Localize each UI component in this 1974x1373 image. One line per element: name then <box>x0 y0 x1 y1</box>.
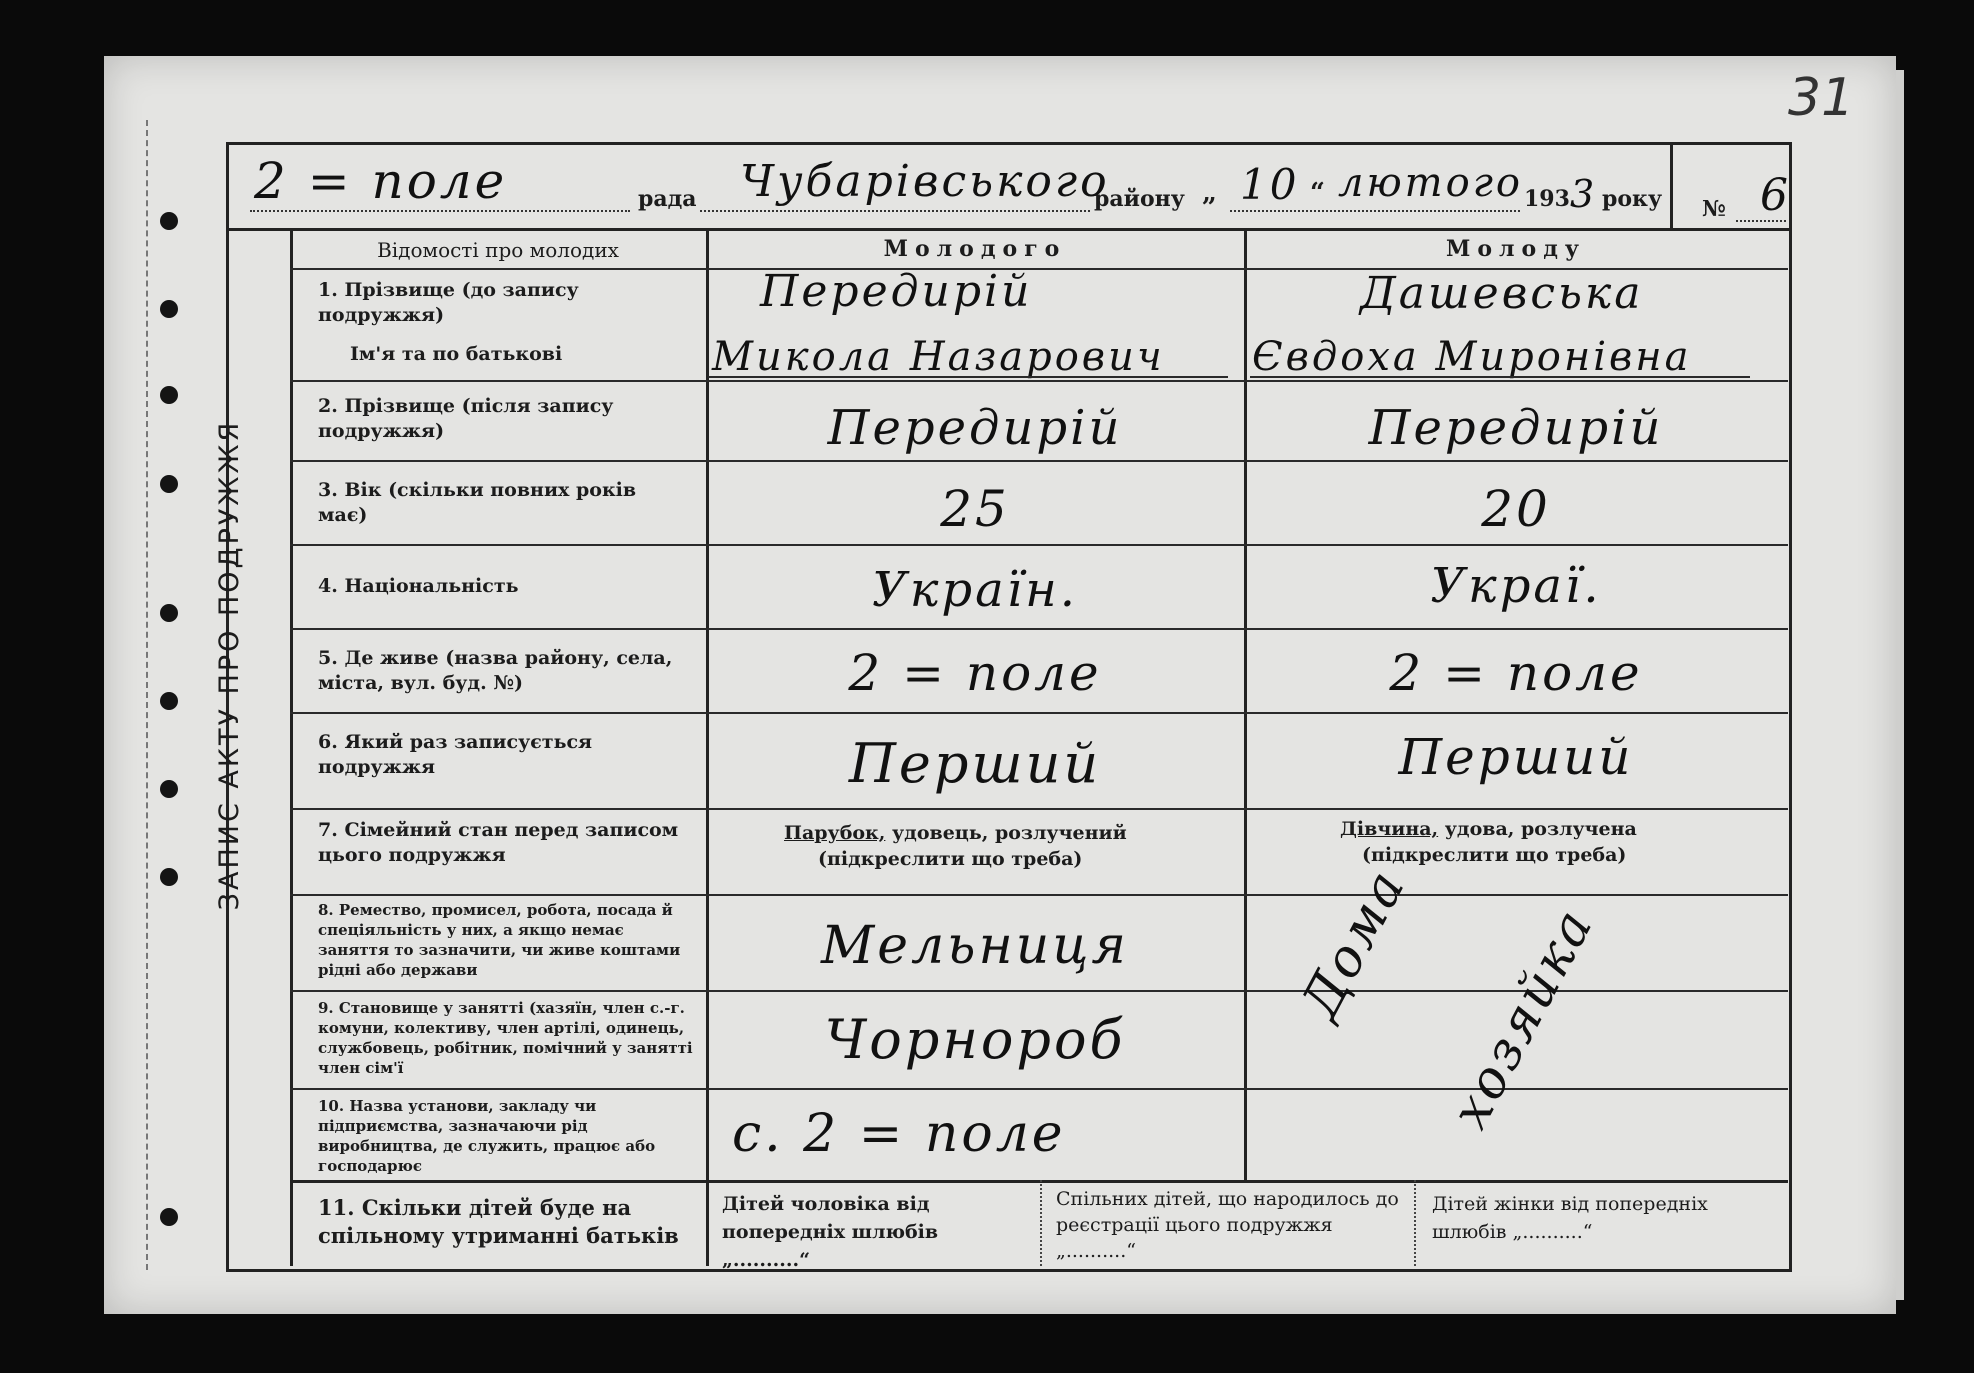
row3-bride: 20 <box>1481 480 1551 538</box>
number-label: № <box>1702 196 1726 222</box>
page-number: 31 <box>1788 68 1855 128</box>
date-day: 10 <box>1240 160 1300 209</box>
header-divider <box>226 228 1789 231</box>
row5-groom: 2 = поле <box>848 644 1102 702</box>
row-line <box>290 380 1788 382</box>
row1-label-name: Ім'я та по батькові <box>350 343 563 365</box>
row-line <box>290 894 1788 896</box>
row1-bride-underline <box>1250 376 1750 378</box>
row11-label: 11. Скільки дітей буде на спільному утриманні батьків <box>318 1195 679 1248</box>
date-close-quote: “ <box>1310 178 1325 208</box>
raion-line <box>700 210 1090 212</box>
row-line <box>290 1180 1788 1183</box>
row1-groom-underline <box>708 376 1228 378</box>
raion-value: Чубарівського <box>740 156 1110 207</box>
row5-label: 5. Де живе (назва району, села, міста, вул. буд. №) <box>318 647 673 694</box>
row7-groom-hint: (підкреслити що треба) <box>818 848 1083 870</box>
row10-label: 10. Назва установи, закладу чи підприємства, зазначаючи рід виробництва, де служить, працює або господарює <box>318 1097 656 1175</box>
row11-divider-3 <box>1414 1180 1416 1266</box>
row8-label: 8. Ремество, промисел, робота, посада й спеціяльність у них, а якщо немає заняття то зазначити, чи живе коштами рідні або держави <box>318 901 681 979</box>
row7-bride-options <box>1340 818 1637 840</box>
row7-bride-selected: Дівчина, <box>1340 818 1439 840</box>
row-line <box>290 460 1788 462</box>
row4-label: 4. Національність <box>318 575 519 597</box>
row1-label-surname: 1. Прізвище (до запису подружжя) <box>318 279 579 326</box>
row11-common-children: Спільних дітей, що народилось до реєстрації цього подружжя „..........“ <box>1056 1188 1399 1262</box>
punch-hole <box>160 212 178 230</box>
punch-hole <box>160 780 178 798</box>
row-line <box>290 808 1788 810</box>
punch-hole <box>160 300 178 318</box>
side-title-divider <box>290 228 293 1266</box>
raion-label: району <box>1094 186 1185 212</box>
col-divider-2 <box>1244 228 1247 1180</box>
side-title: ЗАПИС АКТУ ПРО ПОДРУЖЖЯ <box>214 419 245 911</box>
row11-divider-1 <box>706 1180 709 1266</box>
row-line <box>290 1088 1788 1090</box>
row7-groom-selected: Парубок, <box>784 822 886 844</box>
row1-groom-name: Микола Назарович <box>712 334 1165 380</box>
row1-bride-name: Євдоха Миронівна <box>1252 334 1692 380</box>
row11-husband-children: Дітей чоловіка від попередніх шлюбів „..........“ <box>722 1193 939 1271</box>
perforation-line <box>146 120 148 1270</box>
number-value: 6 <box>1760 170 1791 221</box>
rada-line <box>250 210 630 212</box>
bride-occupation-line1: Дома <box>1290 858 1418 1029</box>
row7-bride-other-options: удова, розлучена <box>1438 818 1637 840</box>
date-line <box>1230 210 1520 212</box>
row9-label: 9. Становище у занятті (хазяїн, член с.-г. комуни, колективу, член артілі, одинець, службовець, робітник, помічний у занятті член сім'ї <box>318 999 693 1077</box>
row3-label: 3. Вік (скільки повних років має) <box>318 479 637 526</box>
punch-hole <box>160 386 178 404</box>
year-label: року <box>1602 186 1663 212</box>
punch-hole <box>160 604 178 622</box>
punch-hole <box>160 1208 178 1226</box>
row2-label: 2. Прізвище (після запису подружжя) <box>318 395 614 442</box>
col-header-groom: Молодого <box>883 236 1067 262</box>
row11-wife-children: Дітей жінки від попередніх шлюбів „..........“ <box>1432 1193 1708 1243</box>
col-header-bride: Молоду <box>1446 236 1586 262</box>
row4-bride: Украї. <box>1430 558 1602 614</box>
row6-label: 6. Який раз записується подружжя <box>318 731 593 778</box>
row-line <box>290 712 1788 714</box>
row10-groom: с. 2 = поле <box>732 1104 1066 1164</box>
row4-groom: Україн. <box>872 562 1078 618</box>
date-month: лютого <box>1338 160 1523 206</box>
bride-occupation-line2: хозяйка <box>1440 898 1606 1139</box>
row6-groom: Перший <box>848 732 1102 795</box>
row1-groom-surname: Передирій <box>760 266 1033 317</box>
row5-bride: 2 = поле <box>1389 644 1643 702</box>
rada-value: 2 = поле <box>254 152 508 210</box>
year-prefix: 193 <box>1524 186 1570 212</box>
row7-label: 7. Сімейний стан перед записом цього подружжя <box>318 819 679 866</box>
date-open-quote: „ <box>1202 178 1217 208</box>
punch-hole <box>160 475 178 493</box>
col-header-info: Відомості про молодих <box>377 238 619 262</box>
row9-groom: Чорнороб <box>824 1008 1126 1071</box>
row2-groom: Передирій <box>827 400 1123 456</box>
row-line <box>290 544 1788 546</box>
number-box-divider <box>1670 142 1673 228</box>
year-digit: 3 <box>1570 172 1598 216</box>
row1-bride-surname: Дашевська <box>1360 268 1644 319</box>
punch-hole <box>160 692 178 710</box>
punch-hole <box>160 868 178 886</box>
row8-groom: Мельниця <box>821 916 1129 976</box>
row11-divider-2 <box>1040 1180 1042 1266</box>
row7-bride-hint: (підкреслити що треба) <box>1362 844 1627 866</box>
rada-label: рада <box>638 186 697 212</box>
row2-bride: Передирій <box>1368 400 1664 456</box>
row-line <box>290 628 1788 630</box>
number-line <box>1736 220 1786 222</box>
row7-groom-other-options: удовець, розлучений <box>885 822 1127 844</box>
row3-groom: 25 <box>940 480 1010 538</box>
row7-groom-options <box>784 822 1127 844</box>
row6-bride: Перший <box>1398 728 1634 786</box>
